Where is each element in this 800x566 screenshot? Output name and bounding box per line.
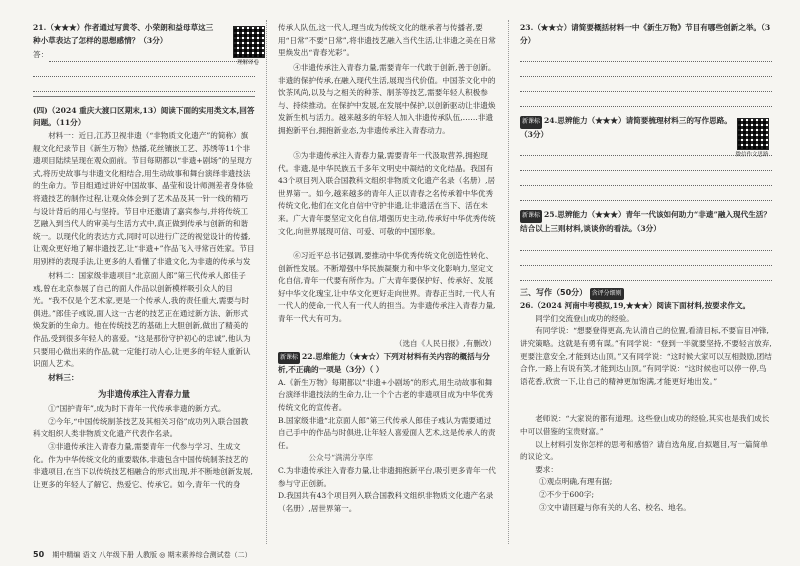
writing-task: 以上材料引发你怎样的思考和感悟？请自选角度,自拟题目,写一篇简单的议论文。 <box>520 439 768 462</box>
story-line-1: 同学们交流登山成功的经验。 <box>535 313 634 323</box>
answer-line[interactable] <box>520 174 772 186</box>
requirements-title: 要求： <box>535 464 558 474</box>
material-3-continued: 传承人队伍,这一代人,理当成为传统文化的继承者与传播者,要用“日常”不要“日常”,将非遗技艺融入当代生活,让非遗之美在日常里焕发出“青春光彩”。 <box>278 23 496 58</box>
new-standard-badge: 新课标 <box>278 352 300 365</box>
question-21: 21.（★★★）作者通过写黄苓、小荣朗和益母草这三种小草表达了怎样的思想感情？（3分） <box>33 23 214 45</box>
question-26: 26.（2024 河南中考模拟,19,★★★）阅读下面材料,按要求作文。 <box>520 301 751 311</box>
requirement-2: ②不少于600字; <box>539 489 595 499</box>
new-standard-badge: 新课标 <box>520 116 542 129</box>
answer-line[interactable] <box>520 189 772 201</box>
scoring-badge: 含评分细则 <box>590 288 624 301</box>
answer-line[interactable] <box>520 159 772 171</box>
answer-line[interactable] <box>33 80 255 92</box>
requirement-3: ③文中请回避与你有关的人名、校名、地名。 <box>539 502 691 512</box>
option-c[interactable]: C.为非遗传承注入青春力量,让非遗拥抱新平台,吸引更多青年一代参与守正创新。 <box>278 465 496 488</box>
page-footer <box>33 550 252 560</box>
section-title: 三、写作（50分） <box>520 287 588 297</box>
footer-text: 期中精编 语文 八年级下册 人教版 ◎ 期末素养综合测试卷（二） <box>52 551 252 559</box>
answer-line[interactable] <box>49 50 255 62</box>
article-subhead: 为非遗传承注入青春力量 <box>97 388 191 399</box>
answer-line[interactable] <box>520 269 772 281</box>
new-standard-badge: 新课标 <box>520 210 542 223</box>
option-d[interactable]: D.我国共有43个项目列入联合国教科文组织非物质文化遗产名录（名册）,居世界第一。 <box>278 491 494 513</box>
column-divider <box>266 20 267 544</box>
answer-line[interactable] <box>520 80 772 92</box>
material-3-para-3: ③非遗传承注入青春力量,需要青年一代参与学习、生成文化。作为中华传统文化的重要载体,非遗包含中国传统制茶技艺的非遗项目,在当下以传统技艺相融合的形式出现,并不断地创新发展,让更多的年轻人了解它、热爱它、传承它。如今,青年一代的身 <box>33 441 253 489</box>
answer-line[interactable] <box>520 239 772 251</box>
qr-caption: 理解译卷 <box>236 60 259 66</box>
divider <box>33 96 255 103</box>
qr-code-icon <box>737 118 769 150</box>
material-2: 材料二：国家级非遗项目“北京面人郎”第三代传承人郎佳子彧,曾在北京参展了自己的面人作品以创新模样吸引众人的目光。“我不仅是个艺术家,更是一个传承人,我的责任重大,需要与时俱进。”郎佳子彧说,面人这一古老的技艺正在通过新方法、新形式焕发新的生命力。他在传统技艺的基础上大胆创新,做出了精美的作品,受到很多年轻人的喜爱。“这是那份守护初心的忠诚”,他认为只要用心做出来的作品,就一定能打动人心,让更多的年轻人重新认识面人艺术。 <box>33 270 251 369</box>
story-line-3: 老师说：“大家说的都有道理。这些登山成功的经验,其实也是我们成长中可以借鉴的宝贵财富。” <box>520 414 770 436</box>
option-b[interactable]: B.国家级非遗“北京面人郎”第三代传承人郎佳子彧认为需要通过自己手中的作品与时俱进,让年轻人喜爱面人艺术,这是传承人的责任。 <box>278 415 496 450</box>
answer-line[interactable] <box>520 95 772 107</box>
answer-label: 答： <box>33 50 49 60</box>
answer-line[interactable] <box>520 65 772 77</box>
column-right <box>520 22 772 514</box>
material-3-para-4: ④非遗传承注入青春力量,需要青年一代敢于创新,善于创新。非遗的保护传承,在融入现代生活,展现当代价值。中国茶文化中的饮茶风尚,以及与之相关的种茶、制茶等技艺,需要年轻人积极参与、持续推动。在保护中发展,在发展中保护,以创新驱动让非遗焕发新生机与活力。越来越多的年轻人加入非遗传承队伍,……非遗拥抱新平台,拥抱新业态,为非遗传承注入青春动力。 <box>278 63 496 135</box>
requirement-1: ①观点明确,有理有据; <box>539 477 613 487</box>
material-3-para-6: ⑥习近平总书记强调,要推动中华优秀传统文化创造性转化、创新性发展。不断增强中华民族凝聚力和中华文化影响力,坚定文化自信,青年一代要有所作为。广大青年要保护好、传承好、发展好中华文化瑰宝,让中华文化更好走向世界。青春正当时,一代人有一代人的使命,一代人有一代人的担当。为非遗传承注入青春力量,青年一代大有可为。 <box>278 251 496 323</box>
material-3-para-2: ②今年,“中国传统制茶技艺及其相关习俗”成功列入联合国教科文组织人类非物质文化遗产代表作名录。 <box>33 416 249 439</box>
question-23: 23.（★★☆）请简要概括材料一中《新生万物》节目有哪些创新之举。（3分） <box>520 23 771 45</box>
material-3-para-5: ⑤为非遗传承注入青春力量,需要青年一代汲取营养,拥抱现代。非遗,是中华民族五千多年文明史中凝结的文化结晶。我国有43个项目列入联合国教科文组织非物质文化遗产名录（名册）,居世界第一。如今,越来越多的青年人正以青春之名传承着中华优秀传统文化,他们在文化自信中守护非遗,让非遗活在当下、活在未来。广大青年要坚定文化自信,增强历史主动,传承好中华优秀传统文化,向世界展现可信、可爱、可敬的中国形象。 <box>278 151 496 236</box>
answer-line[interactable] <box>33 65 255 77</box>
qr-caption: 微信作文思路 <box>735 152 769 158</box>
page-number: 50 <box>33 550 45 559</box>
option-a[interactable]: A.《新生万物》每期都以“非遗+小剧场”的形式,用生动故事和舞台演绎非遗技法的生命力,让一个个古老的非遗项目成为中华优秀传统文化的宣传者。 <box>278 377 494 412</box>
question-22: 新课标 22.思维能力（★★☆）下列对材料有关内容的概括与分析,不正确的一项是（3分）（ ） <box>278 351 490 375</box>
material-3-para-1: ①“国护青年”,成为时下青年一代传承非遗的新方式。 <box>48 404 226 414</box>
passage-header: (四)（2024 重庆大渡口区期末,13）阅读下面的实用类文本,回答问题。（11分） <box>33 105 255 128</box>
material-3-title: 材料三： <box>48 372 79 382</box>
source-note: （选自《人民日报》,有删改） <box>394 339 496 348</box>
column-middle <box>278 22 496 515</box>
question-25: 新课标 25.思辨能力（★★★）青年一代该如何助力“非遗”融入现代生活？结合以上三则材料,谈谈你的看法。（3分） <box>520 210 771 233</box>
column-divider <box>508 20 509 544</box>
question-24: 新课标 24.思辨能力（★★★）请简要梳理材料三的写作思路。（3分） <box>520 116 732 139</box>
story-line-2: 有同学说：“想要登得更高,先认清自己的位置,看清目标,不要盲目冲锋,讲究策略。这就是有勇有谋。”有同学说：“登到一半就要坚持,不要轻言放弃,更要注意安全,才能到达山顶。”又有同学说：“这时候大家可以互相鼓励,团结合作,一路上有说有笑,才能到达山顶。”有同学说：“这时候也可以停一停,鸟语花香,欣赏一下,让自己的精神更加饱满,才能更好地出发。” <box>520 326 772 386</box>
section-writing <box>520 287 772 301</box>
answer-line[interactable] <box>520 254 772 266</box>
material-1: 材料一：近日,江苏卫视非遗（“非物质文化遗产”的简称）旗舰文化纪录节目《新生万物》热播,花丝镶嵌工艺、苏绣等11个非遗项目陆续呈现在观众面前。节目每期都以“非遗+剧场”的呈现方式,将历史故事与非遗文化相结合,用生动故事和舞台演绎非遗技法的生命力。节目组通过讲好中国故事、晶莹和设计师测差者身体验将遗技艺的制作过程,让观众体会到了艺术品及其一针一线的精巧与设计背后的用心与坚持。节目中还邀请了嘉宾参与,并将传统工艺融入到当代人的审美与生活方式中,真正做到传承与创新的和谐统一。以现代化的表达方式,同时可以进行广泛的视觉设计的传播,让观众更好地了解非遗技艺,让“非遗+”作品飞入寻常百姓家。节目用别样的表现手法,让更多的人看懂了非遗文化,为非遗的传承与发 <box>33 130 255 266</box>
column-left <box>33 22 255 491</box>
answer-line[interactable] <box>520 50 772 62</box>
qr-code-icon <box>233 26 265 58</box>
watermark-note: 公众号“满满分享库 <box>308 453 374 463</box>
